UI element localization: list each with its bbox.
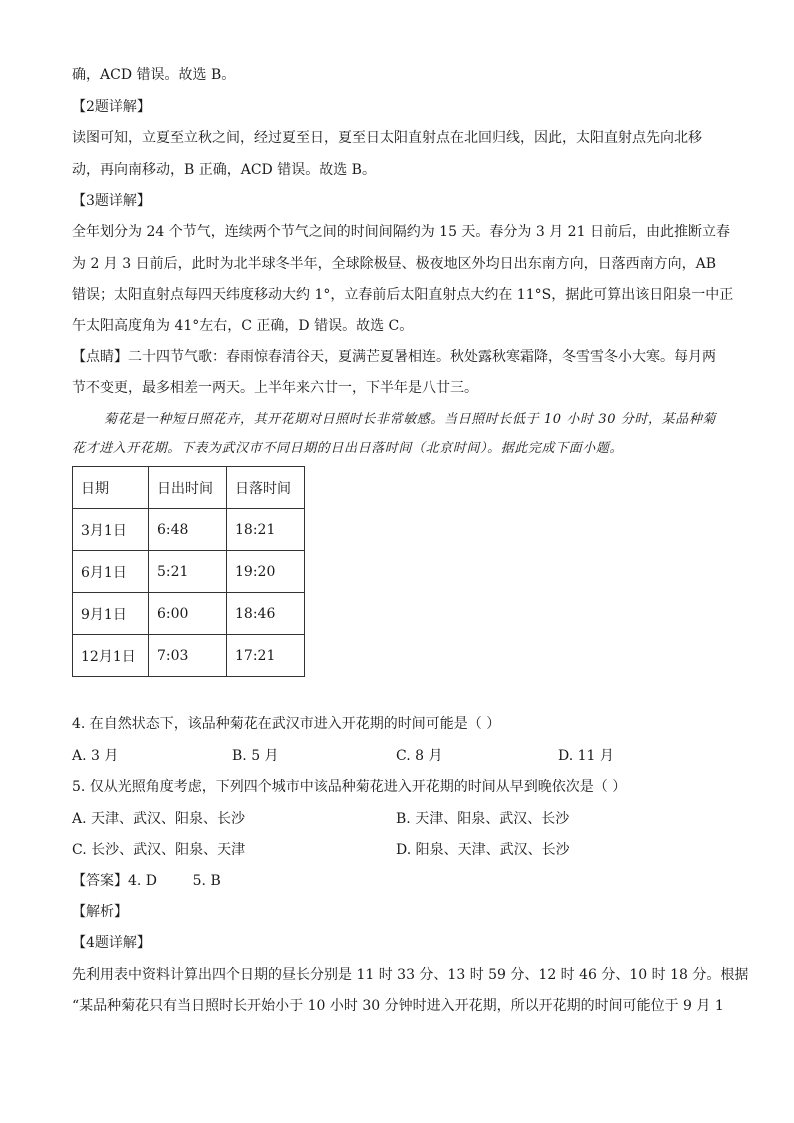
sunrise-sunset-table [72,466,305,677]
q4-body-line: “某品种菊花只有当日照时长开始小于 10 小时 30 分钟时进入开花期，所以开花期的时间可能位于 9 月 1 [72,998,724,1014]
q4-heading: 【4题详解】 [72,935,151,951]
table-header-cell: 日期 [73,467,149,509]
answer-heading: 【答案】 [72,873,128,889]
q5-option-b: B. 天津、阳泉、武汉、长沙 [396,811,570,827]
tip-body-line: 节不变更，最多相差一两天。上半年来六廿一，下半年是八廿三。 [72,380,478,396]
table-cell: 6:00 [149,593,227,635]
table-cell: 7:03 [149,635,227,677]
q4-stem: 4. 在自然状态下，该品种菊花在武汉市进入开花期的时间可能是（ ） [72,716,501,732]
q2-body-line: 动，再向南移动，B 正确，ACD 错误。故选 B。 [72,162,376,178]
table-row [73,593,305,635]
tip-line [72,347,716,367]
answer-body: 4. D 5. B [128,873,221,889]
q5-option-d: D. 阳泉、天津、武汉、长沙 [396,842,570,858]
table-header-cell: 日出时间 [149,467,227,509]
q3-body-line: 午太阳高度角为 41°左右，C 正确，D 错误。故选 C。 [72,318,414,334]
table-cell: 18:46 [227,593,305,635]
table-cell: 5:21 [149,551,227,593]
q5-option-c: C. 长沙、武汉、阳泉、天津 [72,842,246,858]
top-line: 确，ACD 错误。故选 B。 [72,67,236,83]
intro-line: 花才进入开花期。下表为武汉市不同日期的日出日落时间（北京时间）。据此完成下面小题。 [72,441,624,456]
table-header-cell: 日落时间 [227,467,305,509]
q5-option-a: A. 天津、武汉、阳泉、长沙 [72,811,246,827]
tip-heading: 【点睛】 [72,349,128,365]
table-row [73,551,305,593]
analysis-heading: 【解析】 [72,904,128,920]
q5-stem: 5. 仅从光照角度考虑，下列四个城市中该品种菊花进入开花期的时间从早到晚依次是（ ） [72,779,627,795]
q4-option-b: B. 5 月 [232,748,279,764]
table-cell: 17:21 [227,635,305,677]
tip-body-line: 二十四节气歌：春雨惊春清谷天，夏满芒夏暑相连。秋处露秋寒霜降，冬雪雪冬小大寒。每月两 [128,349,716,365]
table-header-row [73,467,305,509]
q3-body-line: 错误；太阳直射点每四天纬度移动大约 1°，立春前后太阳直射点大约在 11°S，据此可算出该日阳泉一中正 [72,287,734,303]
q2-body-line: 读图可知，立夏至立秋之间，经过夏至日，夏至日太阳直射点在北回归线，因此，太阳直射点先向北移 [72,130,702,146]
q3-body-line: 全年划分为 24 个节气，连续两个节气之间的时间间隔约为 15 天。春分为 3 月 21 日前后，由此推断立春 [72,224,730,240]
table-cell: 18:21 [227,509,305,551]
table-cell: 3月1日 [73,509,149,551]
q2-heading: 【2题详解】 [72,99,151,115]
table-cell: 6月1日 [73,551,149,593]
q4-option-d: D. 11 月 [558,748,614,764]
q3-heading: 【3题详解】 [72,193,151,209]
q4-option-c: C. 8 月 [396,748,443,764]
intro-line: 菊花是一种短日照花卉，其开花期对日照时长非常敏感。当日照时长低于 10 小时 30 分时，某品种菊 [104,412,717,427]
table-row [73,509,305,551]
table-cell: 6:48 [149,509,227,551]
q4-body-line: 先利用表中资料计算出四个日期的昼长分别是 11 时 33 分、13 时 59 分、12 时 46 分、10 时 18 分。根据 [72,967,749,983]
table-row [73,635,305,677]
table-cell: 12月1日 [73,635,149,677]
q3-body-line: 为 2 月 3 日前后，此时为北半球冬半年，全球除极昼、极夜地区外均日出东南方向，日落西南方向，AB [72,256,717,272]
answer-line [72,871,221,891]
q4-option-a: A. 3 月 [72,748,119,764]
table-cell: 9月1日 [73,593,149,635]
table-cell: 19:20 [227,551,305,593]
